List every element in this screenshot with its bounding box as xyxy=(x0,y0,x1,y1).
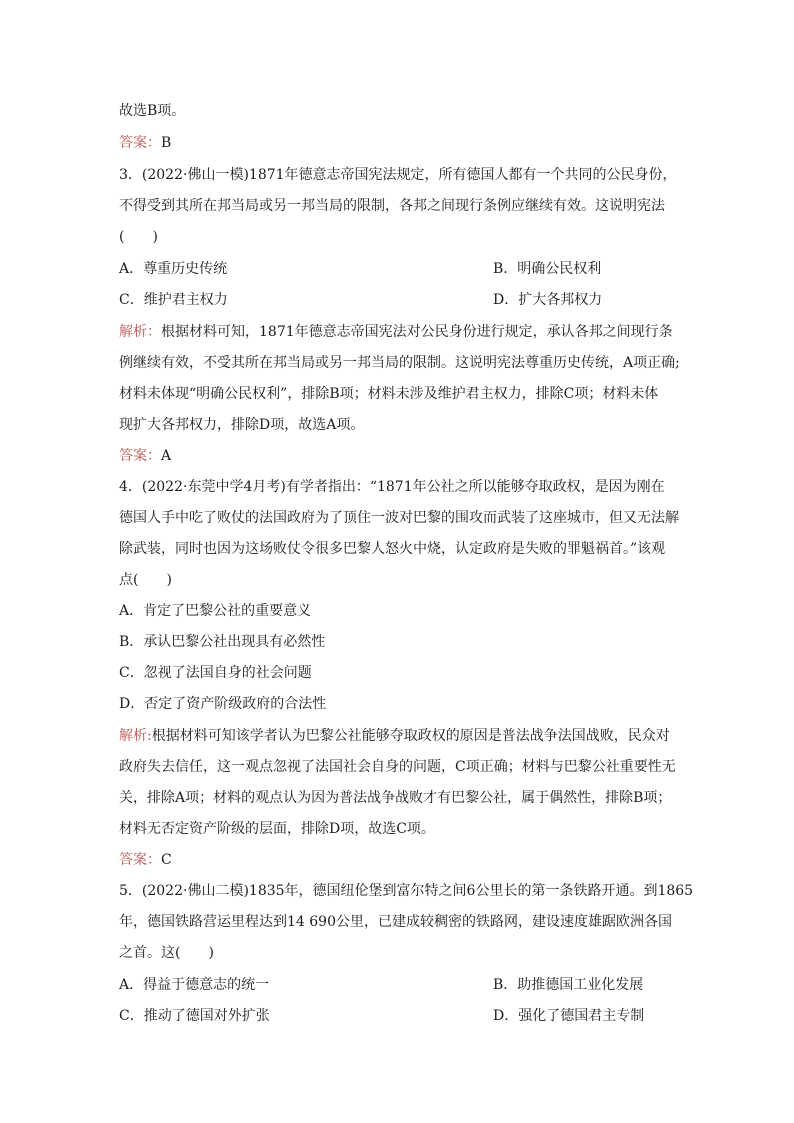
option-b: B．明确公民权利 xyxy=(493,261,602,277)
question-4-stem: 4．(2022·东莞中学4月考)有学者指出：“1871年公社之所以能够夺取政权，是因为刚在 xyxy=(119,479,665,495)
answer-line-q2 xyxy=(119,133,679,153)
option-c: C．维护君主权力 xyxy=(119,292,228,308)
question-5-stem: 之首。这( ) xyxy=(119,945,214,961)
answer-label: 答案： xyxy=(119,135,161,151)
answer-value: B xyxy=(161,135,172,151)
question-4-stem: 除武装，同时也因为这场败仗令很多巴黎人怒火中烧，认定政府是失败的罪魁祸首。”该观 xyxy=(119,541,666,557)
analysis-line: 材料无否定资产阶级的层面，排除D项，故选C项。 xyxy=(119,821,435,837)
text-line: 故选B项。 xyxy=(119,103,186,119)
analysis-text: 根据材料可知，1871年德意志帝国宪法对公民身份进行规定，承认各邦之间现行条 xyxy=(161,324,673,340)
option-row xyxy=(119,1006,679,1026)
answer-value: A xyxy=(161,448,172,464)
option-row xyxy=(119,975,679,995)
answer-label: 答案： xyxy=(119,448,161,464)
analysis-line xyxy=(119,726,679,746)
analysis-line xyxy=(119,322,679,342)
analysis-line: 现扩大各邦权力，排除D项，故选A项。 xyxy=(119,417,365,433)
analysis-line: 政府失去信任，这一观点忽视了法国社会自身的问题，C项正确；材料与巴黎公社重要性无 xyxy=(119,759,676,775)
analysis-line: 材料未体现“明确公民权利”，排除B项；材料未涉及维护君主权力，排除C项；材料未体 xyxy=(119,386,659,402)
answer-line-q4 xyxy=(119,850,679,870)
option-c: C．推动了德国对外扩张 xyxy=(119,1008,270,1024)
answer-line-q3 xyxy=(119,446,679,466)
option-c: C．忽视了法国自身的社会问题 xyxy=(119,665,312,681)
option-d: D．否定了资产阶级政府的合法性 xyxy=(119,696,327,712)
option-d: D．扩大各邦权力 xyxy=(493,292,603,308)
question-4-stem: 德国人手中吃了败仗的法国政府为了顶住一波对巴黎的围攻而武装了这座城市，但又无法解 xyxy=(119,510,679,526)
question-3-stem: 3．(2022·佛山一模)1871年德意志帝国宪法规定，所有德国人都有一个共同的公民身份， xyxy=(119,167,677,183)
analysis-text: 根据材料可知该学者认为巴黎公社能够夺取政权的原因是普法战争法国战败，民众对 xyxy=(151,728,670,744)
question-3-stem: 不得受到其所在邦当局或另一邦当局的限制，各邦之间现行条例应继续有效。这说明宪法 xyxy=(119,198,665,214)
option-a: A．尊重历史传统 xyxy=(119,261,228,277)
question-4-blank: 点( ) xyxy=(119,572,172,588)
question-5-stem: 5．(2022·佛山二模)1835年，德国纽伦堡到富尔特之间6公里长的第一条铁路开通。到1865 xyxy=(119,883,694,899)
analysis-line: 关，排除A项；材料的观点认为因为普法战争战败才有巴黎公社，属于偶然性，排除B项； xyxy=(119,790,672,806)
option-row xyxy=(119,290,679,310)
analysis-label: 解析: xyxy=(119,728,152,744)
analysis-label: 解析： xyxy=(119,324,161,340)
option-d: D．强化了德国君主专制 xyxy=(493,1008,645,1024)
answer-label: 答案： xyxy=(119,852,161,868)
option-b: B．承认巴黎公社出现具有必然性 xyxy=(119,634,326,650)
option-b: B．助推德国工业化发展 xyxy=(493,977,644,993)
analysis-line: 例继续有效，不受其所在邦当局或另一邦当局的限制。这说明宪法尊重历史传统，A项正确; xyxy=(119,355,680,371)
option-row xyxy=(119,259,679,279)
question-5-stem: 年，德国铁路营运里程达到14 690公里，已建成较稠密的铁路网，建设速度雄踞欧洲各国 xyxy=(119,914,672,930)
question-3-blank: ( ) xyxy=(119,229,158,245)
option-a: A．肯定了巴黎公社的重要意义 xyxy=(119,603,312,619)
answer-value: C xyxy=(161,852,172,868)
option-a: A．得益于德意志的统一 xyxy=(119,977,270,993)
